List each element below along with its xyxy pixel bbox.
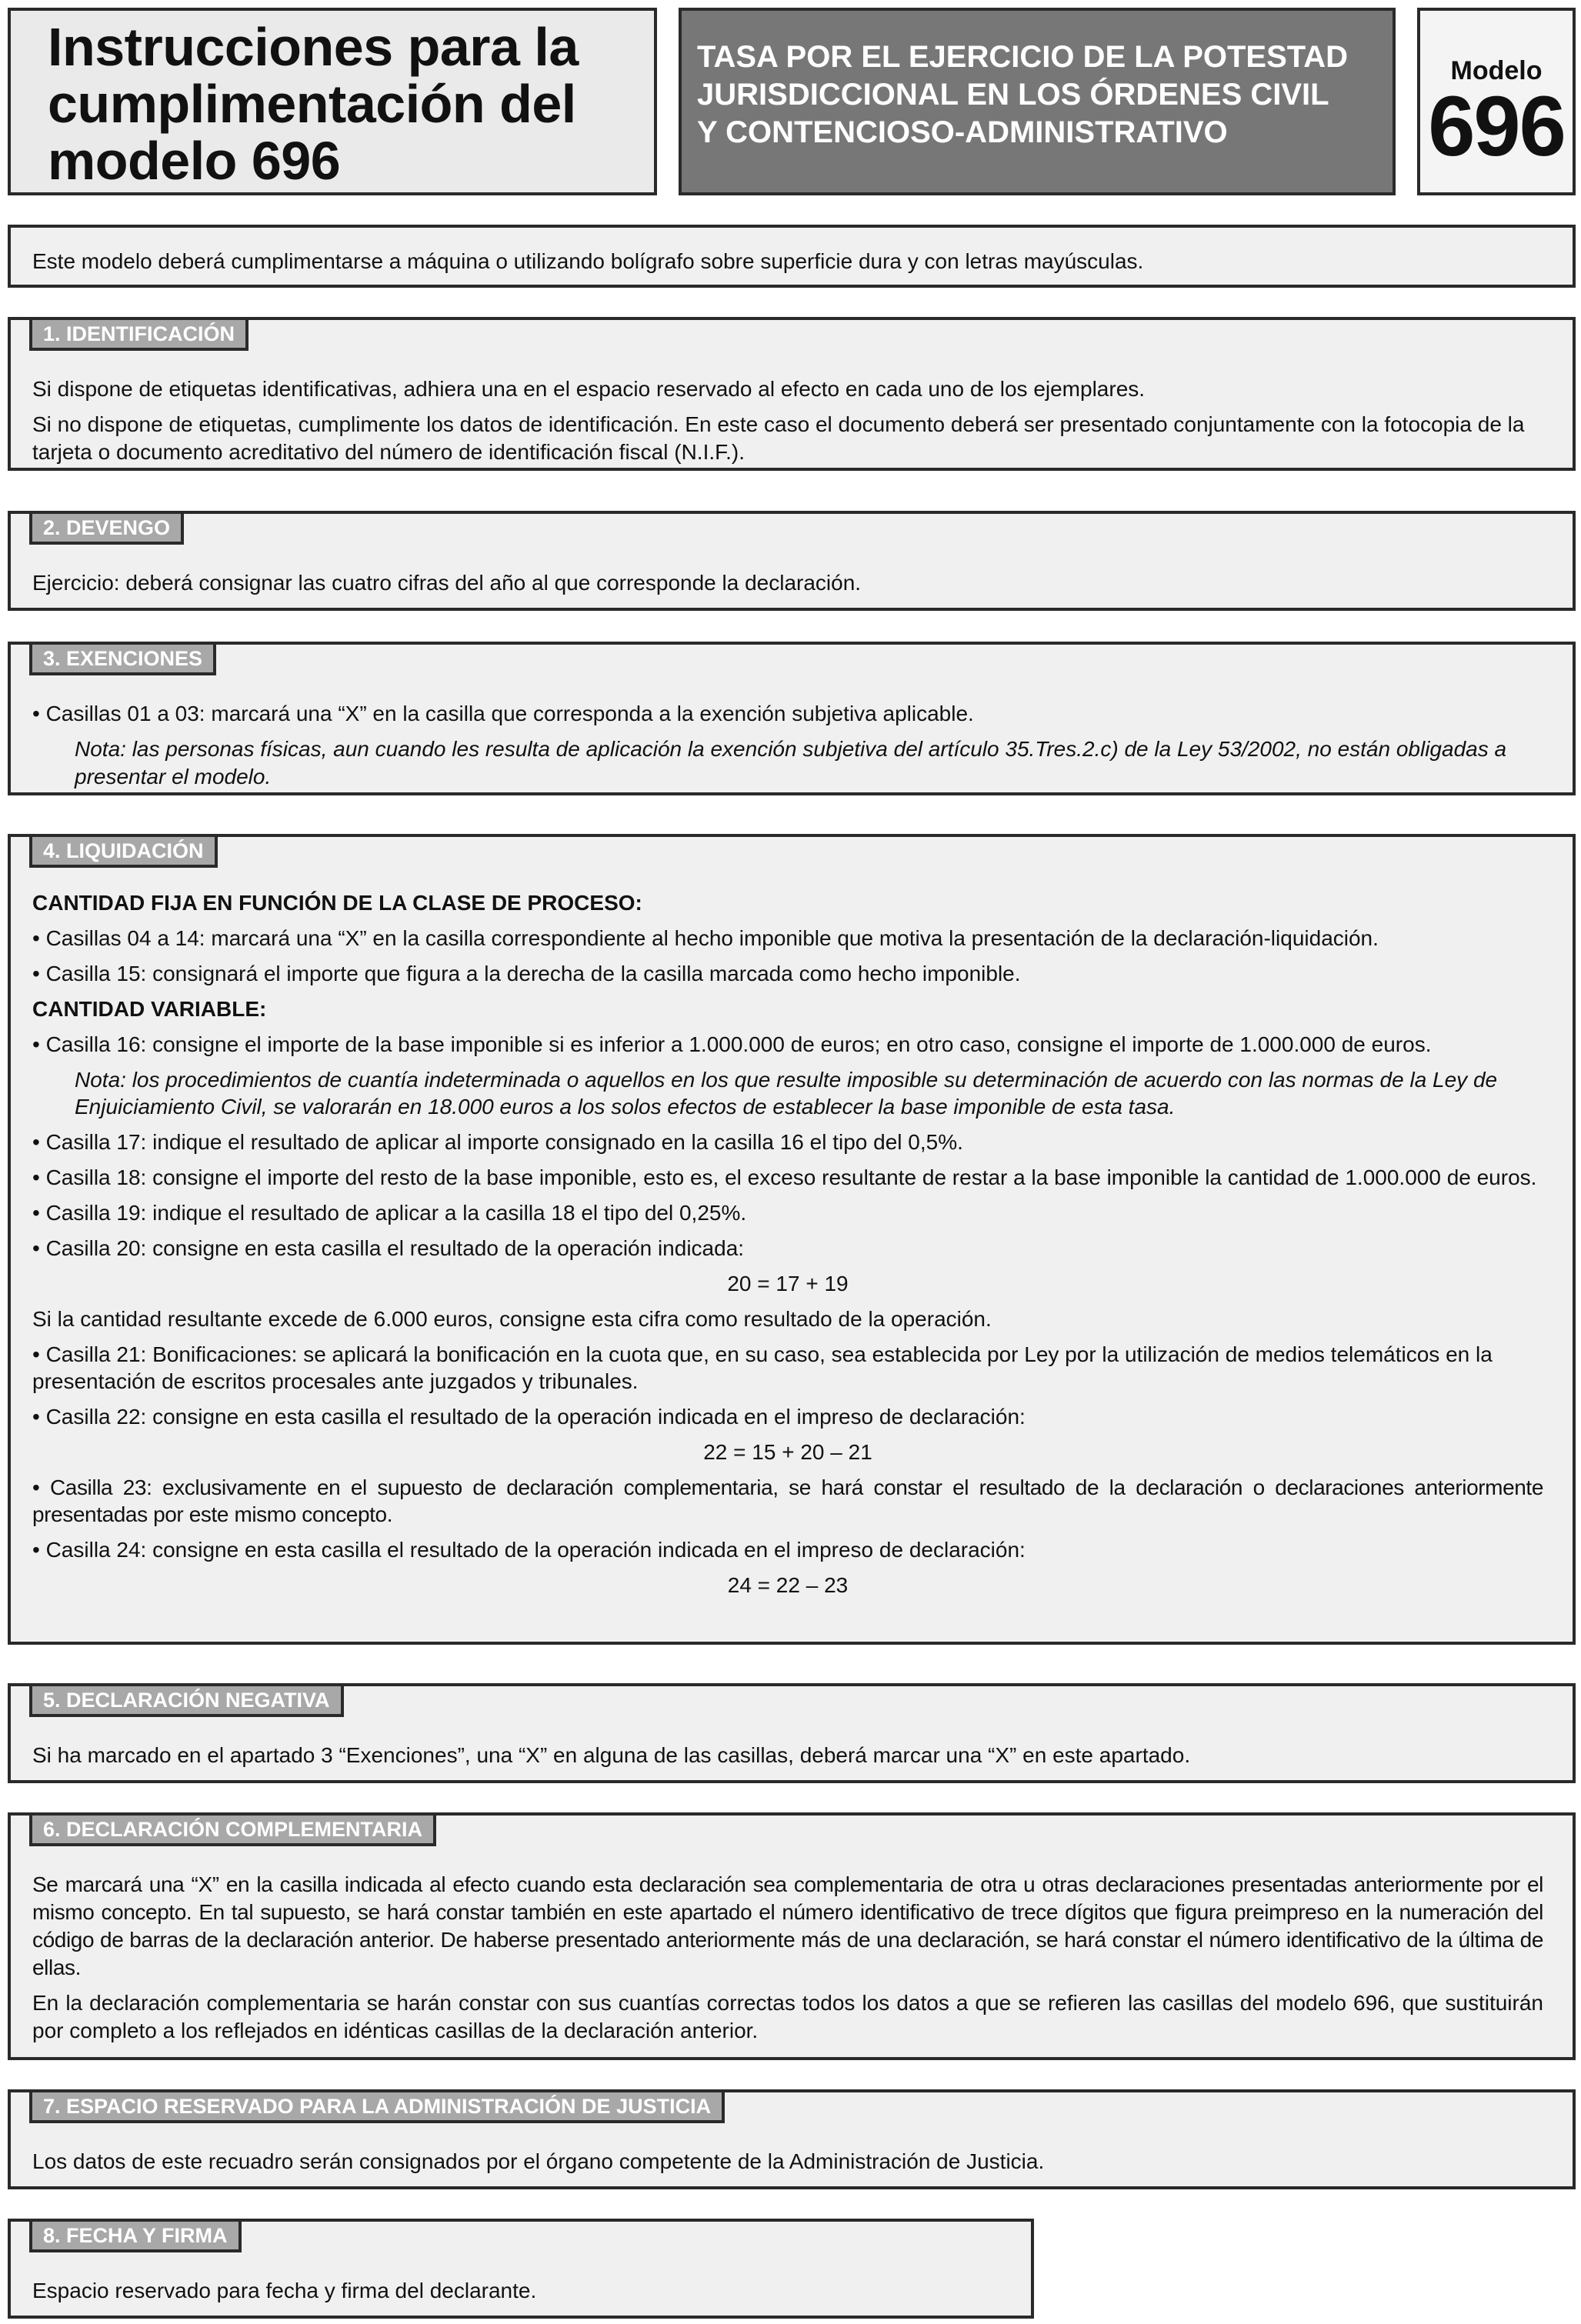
bullet-item: • Casilla 24: consigne en esta casilla el resultado de la operación indicada en el impreso de declaración:	[32, 1538, 1026, 1562]
paragraph: Espacio reservado para fecha y firma del declarante.	[32, 2279, 537, 2302]
paragraph: Ejercicio: deberá consignar las cuatro cifras del año al que corresponde la declaración.	[32, 571, 862, 595]
section-heading: 8. FECHA Y FIRMA	[29, 2222, 242, 2252]
section-administracion-justicia	[8, 2089, 1576, 2189]
tax-name-line-1: TASA POR EL EJERCICIO DE LA POTESTAD	[697, 40, 1349, 74]
tax-name-box	[679, 8, 1396, 195]
section-exenciones	[8, 642, 1576, 795]
formula: 24 = 22 – 23	[727, 1573, 849, 1597]
paragraph: Si no dispone de etiquetas, cumplimente los datos de identificación. En este caso el documento deberá ser presentado conjuntamente con la fotocopia de la tarjeta o documento acreditativo del número de identificación fiscal (N.I.F.).	[32, 412, 1525, 464]
section-heading: 4. LIQUIDACIÓN	[29, 837, 218, 868]
document-title-box	[8, 8, 657, 195]
section-heading: 2. DEVENGO	[29, 514, 184, 545]
paragraph: En la declaración complementaria se harán constar con sus cuantías correctas todos los datos a que se refieren las casillas del modelo 696, que sustituirán por completo a los reflejados en idénticas casillas de la declaración anterior.	[32, 1991, 1543, 2042]
bullet-item: • Casilla 17: indique el resultado de aplicar al importe consignado en la casilla 16 el tipo del 0,5%.	[32, 1130, 963, 1154]
paragraph: Si dispone de etiquetas identificativas, adhiera una en el espacio reservado al efecto en cada uno de los ejemplares.	[32, 377, 1146, 401]
document-title-line-1: Instrucciones para la	[48, 17, 579, 77]
model-label: Modelo	[1450, 56, 1543, 85]
model-number: 696	[1428, 79, 1565, 174]
section-heading: 5. DECLARACIÓN NEGATIVA	[29, 1686, 344, 1717]
subheading-cantidad-variable: CANTIDAD VARIABLE:	[32, 997, 267, 1021]
section-fecha-firma	[8, 2219, 1034, 2319]
section-heading: 1. IDENTIFICACIÓN	[29, 320, 248, 351]
section-heading: 7. ESPACIO RESERVADO PARA LA ADMINISTRACIÓN DE JUSTICIA	[29, 2092, 725, 2123]
document-title-line-3: modelo 696	[48, 131, 341, 191]
note: Nota: las personas físicas, aun cuando les resulta de aplicación la exención subjetiva del artículo 35.Tres.2.c) de la Ley 53/2002, no están obligadas a presentar el modelo.	[75, 737, 1507, 789]
section-liquidacion	[8, 834, 1576, 1645]
bullet-item: • Casilla 20: consigne en esta casilla el resultado de la operación indicada:	[32, 1236, 745, 1260]
section-declaracion-complementaria	[8, 1812, 1576, 2060]
tax-name-line-3: Y CONTENCIOSO-ADMINISTRATIVO	[697, 115, 1228, 149]
tax-name-line-2: JURISDICCIONAL EN LOS ÓRDENES CIVIL	[697, 78, 1329, 112]
bullet-item: • Casilla 21: Bonificaciones: se aplicará la bonificación en la cuota que, en su caso, sea establecida por Ley por la utilización de medios telemáticos en la presentación de escritos procesales ante juzgados y tribunales.	[32, 1342, 1493, 1393]
bullet-item: • Casilla 18: consigne el importe del resto de la base imponible, esto es, el exceso resultante de restar a la base imponible la cantidad de 1.000.000 de euros.	[32, 1165, 1537, 1189]
paragraph: Si ha marcado en el apartado 3 “Exenciones”, una “X” en alguna de las casillas, deberá marcar una “X” en este apartado.	[32, 1743, 1191, 1767]
bullet-item: • Casilla 23: exclusivamente en el supuesto de declaración complementaria, se hará constar el resultado de la declaración o declaraciones anteriormente presentadas por este mismo concepto.	[32, 1475, 1543, 1526]
formula: 20 = 17 + 19	[727, 1272, 849, 1295]
bullet-item: • Casilla 15: consignará el importe que figura a la derecha de la casilla marcada como hecho imponible.	[32, 962, 1021, 985]
bullet-item: • Casilla 19: indique el resultado de aplicar a la casilla 18 el tipo del 0,25%.	[32, 1201, 747, 1225]
section-heading: 3. EXENCIONES	[29, 645, 216, 675]
paragraph: Si la cantidad resultante excede de 6.000 euros, consigne esta cifra como resultado de la operación.	[32, 1307, 992, 1331]
document-title-line-2: cumplimentación del	[48, 74, 576, 134]
subheading-cantidad-fija: CANTIDAD FIJA EN FUNCIÓN DE LA CLASE DE PROCESO:	[32, 891, 642, 915]
bullet-item: • Casillas 01 a 03: marcará una “X” en la casilla que corresponda a la exención subjetiva aplicable.	[32, 702, 974, 725]
section-declaracion-negativa	[8, 1683, 1576, 1783]
bullet-item: • Casillas 04 a 14: marcará una “X” en la casilla correspondiente al hecho imponible que motiva la presentación de la declaración-liquidación.	[32, 926, 1379, 950]
note: Nota: los procedimientos de cuantía indeterminada o aquellos en los que resulte imposible su determinación de acuerdo con las normas de la Ley de Enjuiciamiento Civil, se valorarán en 18.000 euros a los solos efectos de establecer la base imponible de esta tasa.	[75, 1068, 1498, 1119]
model-number-box	[1417, 8, 1576, 195]
formula: 22 = 15 + 20 – 21	[703, 1440, 872, 1464]
paragraph: Se marcará una “X” en la casilla indicada al efecto cuando esta declaración sea complementaria de otra u otras declaraciones presentadas anteriormente por el mismo concepto. En tal supuesto, se hará constar también en este apartado el número identificativo de trece dígitos que figura preimpreso en la numeración del código de barras de la declaración anterior. De haberse presentado anteriormente más de una declaración, se hará constar el número identificativo de la última de ellas.	[32, 1872, 1543, 1979]
section-devengo	[8, 511, 1576, 611]
bullet-item: • Casilla 22: consigne en esta casilla el resultado de la operación indicada en el impreso de declaración:	[32, 1405, 1026, 1429]
section-identificacion	[8, 317, 1576, 471]
section-heading: 6. DECLARACIÓN COMPLEMENTARIA	[29, 1816, 436, 1846]
bullet-item: • Casilla 16: consigne el importe de la base imponible si es inferior a 1.000.000 de euros; en otro caso, consigne el importe de 1.000.000 de euros.	[32, 1032, 1432, 1056]
paragraph: Los datos de este recuadro serán consignados por el órgano competente de la Administración de Justicia.	[32, 2149, 1045, 2173]
intro-note: Este modelo deberá cumplimentarse a máquina o utilizando bolígrafo sobre superficie dura y con letras mayúsculas.	[8, 225, 1576, 288]
